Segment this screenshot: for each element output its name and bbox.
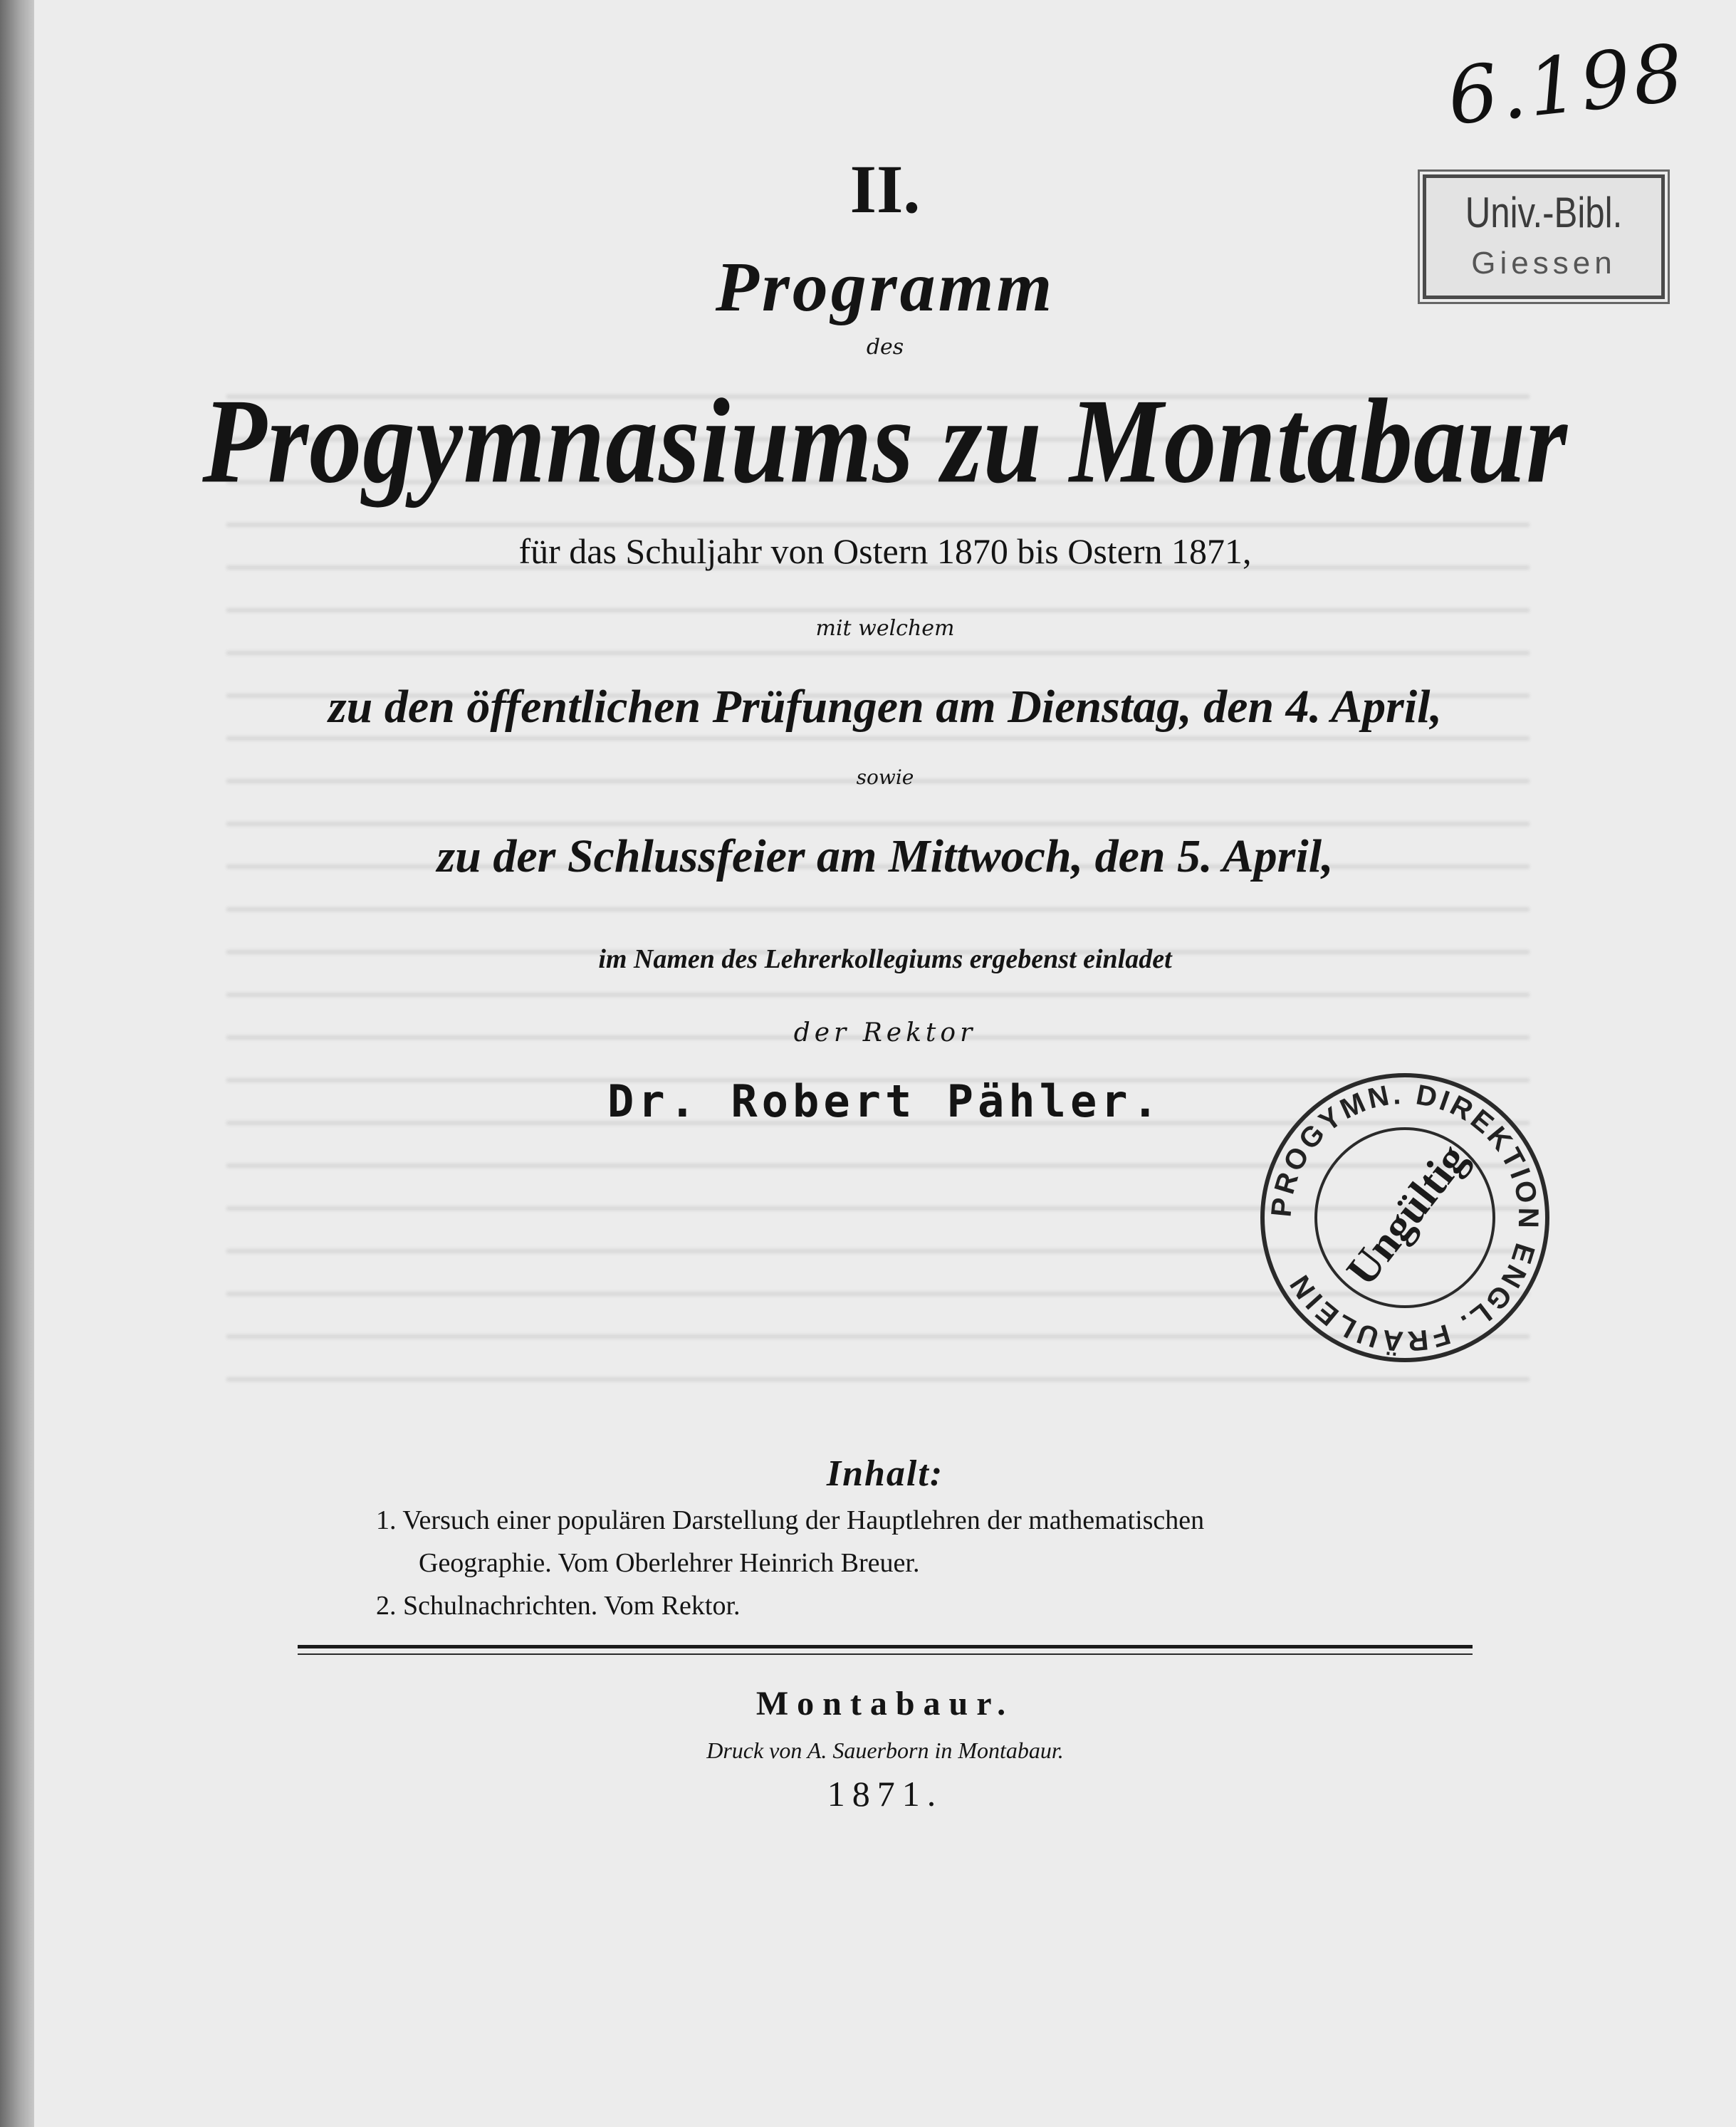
sowie-label: sowie (856, 765, 914, 789)
invitation-line: im Namen des Lehrerkollegiums ergebenst einladet (598, 944, 1172, 974)
library-stamp-line1: Univ.-Bibl. (1465, 189, 1623, 236)
round-stamp-ring-text: PROGYMN. DIREKTION ENGL. FRÄULEIN (1265, 1078, 1544, 1357)
title-page (34, 0, 1736, 2127)
rektor-label: der Rektor (793, 1018, 977, 1047)
contents-heading: Inhalt: (826, 1453, 944, 1494)
imprint-year: 1871. (827, 1774, 943, 1814)
rektor-name: Dr. Robert Pähler. (607, 1075, 1163, 1127)
contents-item-1: 1. Versuch einer populären Darstellung der Hauptlehren der mathematischen (376, 1505, 1205, 1535)
roman-numeral: II. (849, 151, 921, 227)
programm-title: Programm (715, 247, 1055, 326)
imprint-printer: Druck von A. Sauerborn in Montabaur. (706, 1737, 1064, 1763)
contents-item-1-continued: Geographie. Vom Oberlehrer Heinrich Breuer. (419, 1548, 920, 1578)
school-title: Progymnasiums zu Montabaur (202, 374, 1568, 509)
imprint-place: Montabaur. (755, 1685, 1015, 1723)
page-spine-edge (0, 0, 34, 2127)
divider-rule-thin (298, 1653, 1473, 1655)
contents-item-2: 2. Schulnachrichten. Vom Rektor. (376, 1591, 741, 1621)
mit-welchem-label: mit welchem (815, 616, 955, 641)
library-stamp-line2: Giessen (1471, 246, 1616, 281)
schoolyear-line: für das Schuljahr von Ostern 1870 bis Ostern 1871, (518, 531, 1252, 571)
divider-rule (298, 1645, 1473, 1648)
des-label: des (866, 335, 904, 360)
round-library-stamp (1255, 1068, 1554, 1367)
round-stamp-center-text: Ungültig (1337, 1135, 1477, 1295)
pruefungen-line: zu den öffentlichen Prüfungen am Dienstag, den 4. April, (328, 681, 1443, 733)
handwritten-shelfmark: 6.198 (1443, 26, 1690, 143)
schlussfeier-line: zu der Schlussfeier am Mittwoch, den 5. April, (436, 830, 1334, 882)
